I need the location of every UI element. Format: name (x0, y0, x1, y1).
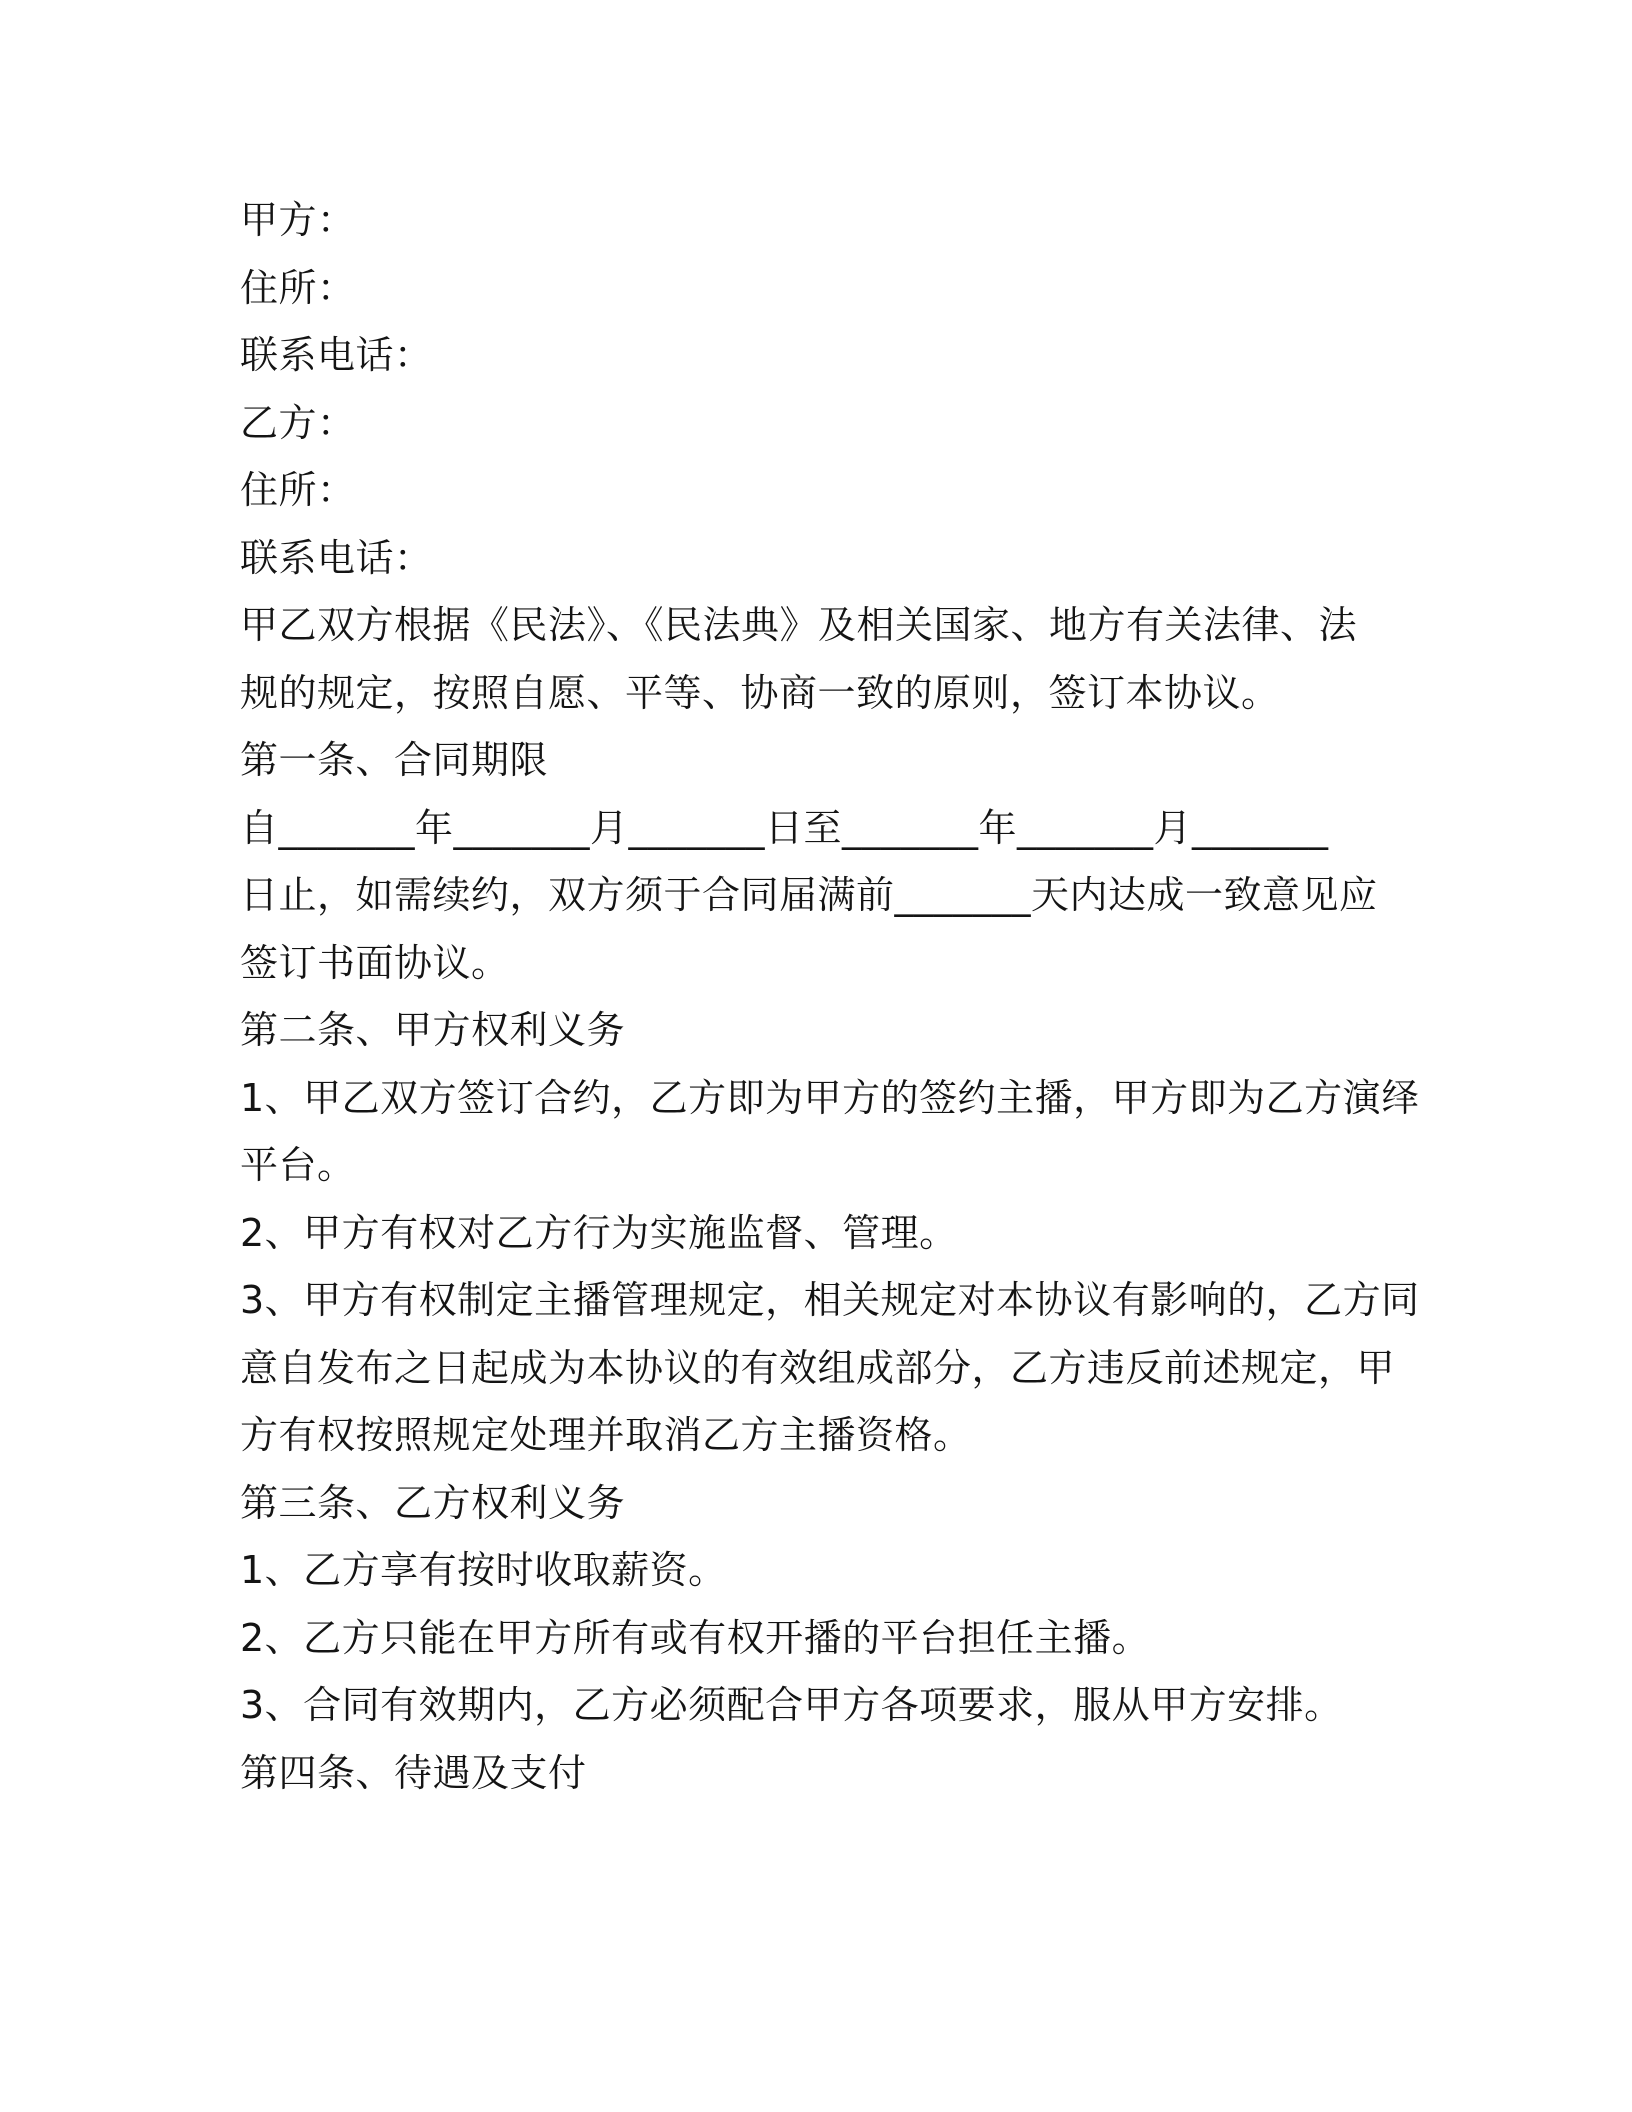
party-b-phone-label: 联系电话： (240, 535, 433, 580)
article-1-text-line-1: 自_______年_______月_______日至_______年_______月_______ (240, 805, 1329, 850)
article-3-clause-3: 3、合同有效期内，乙方必须配合甲方各项要求，服从甲方安排。 (240, 1683, 1343, 1727)
article-3-heading: 第三条、乙方权利义务 (240, 1480, 626, 1525)
article-2-clause-3-line-1: 3、甲方有权制定主播管理规定，相关规定对本协议有影响的，乙方同 (240, 1278, 1420, 1322)
article-2-heading: 第二条、甲方权利义务 (240, 1008, 626, 1052)
preamble-line-2: 规的规定，按照自愿、平等、协商一致的原则，签订本协议。 (240, 670, 1280, 715)
article-1-heading: 第一条、合同期限 (240, 738, 549, 782)
article-2-clause-2: 2、甲方有权对乙方行为实施监督、管理。 (240, 1210, 958, 1255)
article-3-clause-1: 1、乙方享有按时收取薪资。 (240, 1548, 727, 1592)
preamble-line-1: 甲乙双方根据《民法》、《民法典》及相关国家、地方有关法律、法 (240, 603, 1358, 647)
party-a-label: 甲方： (240, 198, 356, 242)
article-1-text-line-3: 签订书面协议。 (240, 940, 510, 985)
article-2-clause-3-line-3: 方有权按照规定处理并取消乙方主播资格。 (240, 1413, 972, 1457)
document-body (240, 187, 1420, 1807)
party-a-address-label: 住所： (240, 265, 356, 310)
party-b-label: 乙方： (240, 400, 356, 445)
article-4-heading: 第四条、待遇及支付 (240, 1750, 587, 1795)
article-2-clause-1-line-1: 1、甲乙双方签订合约，乙方即为甲方的签约主播，甲方即为乙方演绎 (240, 1075, 1420, 1120)
article-2-clause-1-line-2: 平台。 (240, 1143, 356, 1187)
article-1-text-line-2: 日止，如需续约，双方须于合同届满前_______天内达成一致意见应 (240, 873, 1378, 917)
party-a-phone-label: 联系电话： (240, 333, 433, 377)
article-3-clause-2: 2、乙方只能在甲方所有或有权开播的平台担任主播。 (240, 1615, 1151, 1660)
article-2-clause-3-line-2: 意自发布之日起成为本协议的有效组成部分，乙方违反前述规定，甲 (240, 1345, 1396, 1390)
party-b-address-label: 住所： (240, 468, 356, 512)
